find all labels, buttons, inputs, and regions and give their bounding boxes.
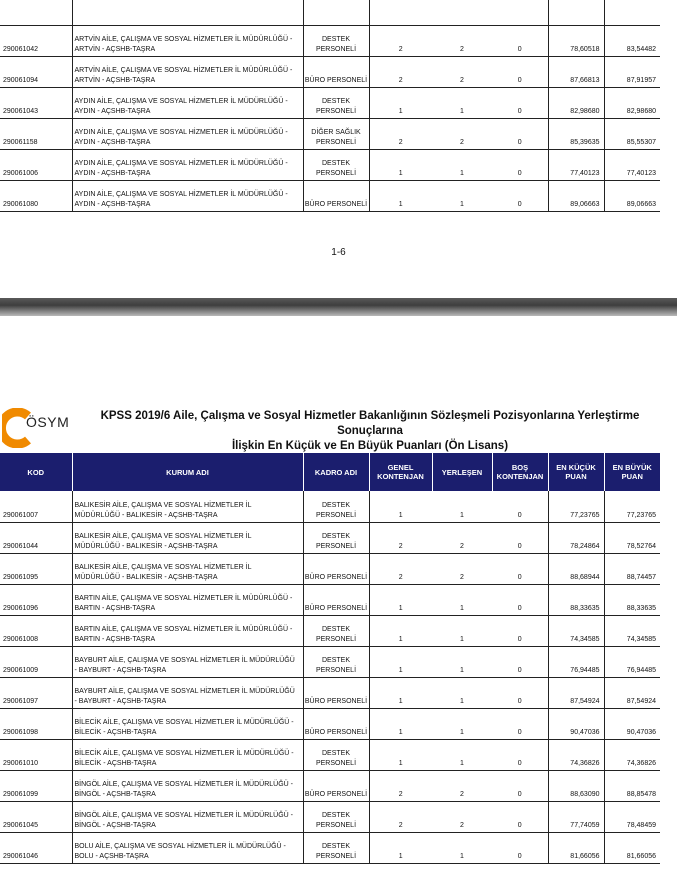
genel-kontenjan-cell: 1 [369, 491, 432, 522]
header-en-buyuk-puan: EN BÜYÜK PUAN [604, 453, 660, 491]
bos-kontenjan-cell: 0 [492, 832, 548, 863]
table-row [0, 677, 660, 708]
title-line-2: İlişkin En Küçük ve En Büyük Puanları (Ön Lisans) [231, 440, 509, 452]
en-buyuk-puan-cell: 82,98680 [604, 87, 660, 118]
kurum-line: BAYBURT AİLE, ÇALIŞMA VE SOSYAL HİZMETLER İL MÜDÜRLÜĞÜ [74, 687, 295, 695]
kadro-line: DİĞER SAĞLIK [311, 128, 361, 136]
kadro-cell [303, 832, 369, 863]
kadro-line: DESTEK [321, 97, 350, 105]
en-kucuk-puan-cell: 87,66813 [548, 56, 604, 87]
yerlesen-cell: 2 [432, 25, 492, 56]
en-kucuk-puan-cell: 89,06663 [548, 180, 604, 211]
yerlesen-cell: 2 [432, 118, 492, 149]
header-en-kucuk-puan: EN KÜÇÜK PUAN [548, 453, 604, 491]
genel-kontenjan-cell: 1 [369, 149, 432, 180]
yerlesen-cell: 2 [432, 56, 492, 87]
page-number: 1-6 [331, 247, 346, 258]
header-yerlesen: YERLEŞEN [432, 453, 492, 491]
en-kucuk-puan-cell: 78,24864 [548, 522, 604, 553]
kod-cell: 290061007 [0, 491, 72, 522]
kadro-line: PERSONELİ [315, 759, 357, 767]
kurum-cell [72, 118, 303, 149]
kadro-line: PERSONELİ [315, 852, 357, 860]
en-buyuk-puan-cell: 77,23765 [604, 491, 660, 522]
yerlesen-cell: 1 [432, 180, 492, 211]
en-buyuk-puan-cell: 78,48459 [604, 801, 660, 832]
kurum-line: BARTIN AİLE, ÇALIŞMA VE SOSYAL HİZMETLER İL MÜDÜRLÜĞÜ - [74, 625, 293, 633]
kurum-line: MÜDÜRLÜĞÜ - BALIKESİR - AÇSHB-TAŞRA [74, 511, 218, 519]
bos-kontenjan-cell: 0 [492, 522, 548, 553]
kurum-line: ARTVİN AİLE, ÇALIŞMA VE SOSYAL HİZMETLER İL MÜDÜRLÜĞÜ - [74, 35, 293, 43]
kadro-line: DESTEK [321, 749, 350, 757]
bos-kontenjan-cell: 0 [492, 25, 548, 56]
table-row [0, 553, 660, 584]
en-kucuk-puan-cell: 74,36826 [548, 739, 604, 770]
en-buyuk-puan-cell: 90,47036 [604, 708, 660, 739]
kadro-line: PERSONELİ [315, 821, 357, 829]
yerlesen-cell: 1 [432, 615, 492, 646]
kadro-line: BÜRO PERSONELİ [304, 573, 368, 581]
genel-kontenjan-cell: 1 [369, 615, 432, 646]
bos-kontenjan-cell: 0 [492, 87, 548, 118]
kurum-line: BAYBURT AİLE, ÇALIŞMA VE SOSYAL HİZMETLER İL MÜDÜRLÜĞÜ [74, 656, 295, 664]
en-buyuk-puan-cell: 77,40123 [604, 149, 660, 180]
kod-cell: 290061010 [0, 739, 72, 770]
genel-kontenjan-cell: 1 [369, 87, 432, 118]
kod-cell: 290061043 [0, 87, 72, 118]
kurum-line: BOLU AİLE, ÇALIŞMA VE SOSYAL HİZMETLER İL MÜDÜRLÜĞÜ - [74, 842, 286, 850]
kadro-cell [303, 118, 369, 149]
en-kucuk-puan-cell: 77,23765 [548, 491, 604, 522]
table-row [0, 584, 660, 615]
yerlesen-cell: 1 [432, 739, 492, 770]
table-header-row [0, 453, 660, 491]
en-buyuk-puan-cell: 87,91957 [604, 56, 660, 87]
en-kucuk-puan-cell: 81,66056 [548, 832, 604, 863]
yerlesen-cell: 1 [432, 149, 492, 180]
kadro-cell [303, 801, 369, 832]
en-kucuk-puan-cell: 82,98680 [548, 87, 604, 118]
kurum-line: BALIKESİR AİLE, ÇALIŞMA VE SOSYAL HİZMETLER İL [74, 563, 252, 571]
en-buyuk-puan-cell: 81,66056 [604, 832, 660, 863]
kurum-line: AYDIN - AÇSHB-TAŞRA [74, 138, 151, 146]
kurum-cell [72, 87, 303, 118]
table-row [0, 770, 660, 801]
kurum-line: BİLECİK AİLE, ÇALIŞMA VE SOSYAL HİZMETLER İL MÜDÜRLÜĞÜ - [74, 749, 294, 757]
genel-kontenjan-cell: 2 [369, 801, 432, 832]
table-row [0, 708, 660, 739]
table-row [0, 615, 660, 646]
kurum-line: - BAYBURT - AÇSHB-TAŞRA [74, 697, 167, 705]
kurum-line: BOLU - AÇSHB-TAŞRA [74, 852, 149, 860]
kod-cell: 290061158 [0, 118, 72, 149]
kurum-line: AYDIN AİLE, ÇALIŞMA VE SOSYAL HİZMETLER İL MÜDÜRLÜĞÜ - [74, 97, 288, 105]
genel-kontenjan-cell: 2 [369, 553, 432, 584]
header-kod: KOD [0, 453, 72, 491]
table-row [0, 832, 660, 863]
kod-cell: 290061045 [0, 801, 72, 832]
kadro-line: PERSONELİ [315, 45, 357, 53]
header-genel-kontenjan: GENEL KONTENJAN [369, 453, 432, 491]
yerlesen-cell: 2 [432, 553, 492, 584]
en-kucuk-puan-cell: 88,33635 [548, 584, 604, 615]
results-table [0, 453, 660, 864]
en-buyuk-puan-cell: 78,52764 [604, 522, 660, 553]
kadro-line: DESTEK [321, 501, 350, 509]
genel-kontenjan-cell: 2 [369, 770, 432, 801]
header-kurum-adi: KURUM ADI [72, 453, 303, 491]
kod-cell: 290061099 [0, 770, 72, 801]
en-buyuk-puan-cell: 89,06663 [604, 180, 660, 211]
kod-cell: 290061095 [0, 553, 72, 584]
en-kucuk-puan-cell: 77,74059 [548, 801, 604, 832]
en-buyuk-puan-cell: 83,54482 [604, 25, 660, 56]
kadro-line: PERSONELİ [315, 542, 357, 550]
kurum-line: BALIKESİR AİLE, ÇALIŞMA VE SOSYAL HİZMETLER İL [74, 501, 252, 509]
kadro-line: DESTEK [321, 842, 350, 850]
kadro-line: BÜRO PERSONELİ [304, 697, 368, 705]
genel-kontenjan-cell: 1 [369, 708, 432, 739]
en-buyuk-puan-cell: 88,74457 [604, 553, 660, 584]
kurum-line: BİLECİK AİLE, ÇALIŞMA VE SOSYAL HİZMETLER İL MÜDÜRLÜĞÜ - [74, 718, 294, 726]
table-row [0, 801, 660, 832]
kurum-line: BİNGÖL AİLE, ÇALIŞMA VE SOSYAL HİZMETLER İL MÜDÜRLÜĞÜ - [74, 811, 293, 819]
yerlesen-cell: 1 [432, 491, 492, 522]
bos-kontenjan-cell: 0 [492, 677, 548, 708]
kadro-cell [303, 522, 369, 553]
kadro-cell [303, 149, 369, 180]
bos-kontenjan-cell: 0 [492, 646, 548, 677]
kurum-line: AYDIN AİLE, ÇALIŞMA VE SOSYAL HİZMETLER İL MÜDÜRLÜĞÜ - [74, 159, 288, 167]
kurum-cell [72, 677, 303, 708]
kadro-cell [303, 677, 369, 708]
table-row [0, 491, 660, 522]
bos-kontenjan-cell: 0 [492, 491, 548, 522]
kadro-line: PERSONELİ [315, 511, 357, 519]
genel-kontenjan-cell: 2 [369, 25, 432, 56]
bos-kontenjan-cell: 0 [492, 770, 548, 801]
kod-cell: 290061098 [0, 708, 72, 739]
kod-cell: 290061080 [0, 180, 72, 211]
yerlesen-cell: 1 [432, 677, 492, 708]
kod-cell: 290061009 [0, 646, 72, 677]
genel-kontenjan-cell: 2 [369, 522, 432, 553]
kadro-cell [303, 553, 369, 584]
osym-logo-text: ÖSYM [26, 414, 70, 430]
kod-cell: 290061046 [0, 832, 72, 863]
kadro-line: PERSONELİ [315, 169, 357, 177]
kadro-line: PERSONELİ [315, 635, 357, 643]
bos-kontenjan-cell: 0 [492, 708, 548, 739]
bos-kontenjan-cell: 0 [492, 584, 548, 615]
bos-kontenjan-cell: 0 [492, 801, 548, 832]
kurum-line: AYDIN - AÇSHB-TAŞRA [74, 200, 151, 208]
bos-kontenjan-cell: 0 [492, 739, 548, 770]
kadro-line: PERSONELİ [315, 138, 357, 146]
kurum-line: BARTIN - AÇSHB-TAŞRA [74, 604, 156, 612]
kurum-line: BİLECİK - AÇSHB-TAŞRA [74, 728, 157, 736]
kurum-line: BİLECİK - AÇSHB-TAŞRA [74, 759, 157, 767]
kurum-cell [72, 522, 303, 553]
kadro-line: BÜRO PERSONELİ [304, 200, 368, 208]
table-row [0, 87, 660, 118]
yerlesen-cell: 2 [432, 801, 492, 832]
genel-kontenjan-cell: 1 [369, 584, 432, 615]
en-kucuk-puan-cell: 76,94485 [548, 646, 604, 677]
kurum-line: BİNGÖL - AÇSHB-TAŞRA [74, 790, 156, 798]
en-buyuk-puan-cell: 88,33635 [604, 584, 660, 615]
kurum-line: BARTIN AİLE, ÇALIŞMA VE SOSYAL HİZMETLER İL MÜDÜRLÜĞÜ - [74, 594, 293, 602]
kadro-line: DESTEK [321, 159, 350, 167]
kadro-line: BÜRO PERSONELİ [304, 728, 368, 736]
en-buyuk-puan-cell: 88,85478 [604, 770, 660, 801]
kadro-line: DESTEK [321, 625, 350, 633]
bos-kontenjan-cell: 0 [492, 118, 548, 149]
kurum-cell [72, 491, 303, 522]
kurum-cell [72, 56, 303, 87]
kadro-cell [303, 25, 369, 56]
table-row [0, 149, 660, 180]
kadro-line: BÜRO PERSONELİ [304, 76, 368, 84]
header-bos-kontenjan: BOŞ KONTENJAN [492, 453, 548, 491]
kurum-cell [72, 553, 303, 584]
kadro-cell [303, 584, 369, 615]
yerlesen-cell: 1 [432, 832, 492, 863]
table-row [0, 180, 660, 211]
kod-cell: 290061006 [0, 149, 72, 180]
kadro-cell [303, 770, 369, 801]
kurum-cell [72, 770, 303, 801]
kurum-cell [72, 615, 303, 646]
kurum-line: BARTIN - AÇSHB-TAŞRA [74, 635, 156, 643]
bos-kontenjan-cell: 0 [492, 180, 548, 211]
bos-kontenjan-cell: 0 [492, 149, 548, 180]
genel-kontenjan-cell: 2 [369, 56, 432, 87]
genel-kontenjan-cell: 1 [369, 832, 432, 863]
kadro-line: PERSONELİ [315, 666, 357, 674]
kurum-cell [72, 584, 303, 615]
kadro-cell [303, 87, 369, 118]
genel-kontenjan-cell: 1 [369, 739, 432, 770]
en-kucuk-puan-cell: 88,63090 [548, 770, 604, 801]
en-kucuk-puan-cell: 85,39635 [548, 118, 604, 149]
yerlesen-cell: 2 [432, 770, 492, 801]
en-kucuk-puan-cell: 90,47036 [548, 708, 604, 739]
genel-kontenjan-cell: 2 [369, 118, 432, 149]
kurum-line: AYDIN - AÇSHB-TAŞRA [74, 107, 151, 115]
kadro-line: DESTEK [321, 35, 350, 43]
genel-kontenjan-cell: 1 [369, 180, 432, 211]
genel-kontenjan-cell: 1 [369, 677, 432, 708]
pdf-page-current [0, 316, 677, 871]
en-buyuk-puan-cell: 76,94485 [604, 646, 660, 677]
en-buyuk-puan-cell: 85,55307 [604, 118, 660, 149]
en-buyuk-puan-cell: 74,34585 [604, 615, 660, 646]
kurum-line: ARTVİN AİLE, ÇALIŞMA VE SOSYAL HİZMETLER İL MÜDÜRLÜĞÜ - [74, 66, 293, 74]
table-row [0, 522, 660, 553]
kurum-line: MÜDÜRLÜĞÜ - BALIKESİR - AÇSHB-TAŞRA [74, 542, 218, 550]
title-line-1: KPSS 2019/6 Aile, Çalışma ve Sosyal Hizmetler Bakanlığının Sözleşmeli Pozisyonlarına Yerleştirme Sonuçlarına [100, 410, 640, 437]
bos-kontenjan-cell: 0 [492, 56, 548, 87]
kurum-line: BALIKESİR AİLE, ÇALIŞMA VE SOSYAL HİZMETLER İL [74, 532, 252, 540]
table-row [0, 118, 660, 149]
kurum-cell [72, 832, 303, 863]
en-kucuk-puan-cell: 74,34585 [548, 615, 604, 646]
kurum-cell [72, 739, 303, 770]
kurum-line: ARTVİN - AÇSHB-TAŞRA [74, 45, 156, 53]
kurum-line: AYDIN AİLE, ÇALIŞMA VE SOSYAL HİZMETLER İL MÜDÜRLÜĞÜ - [74, 128, 288, 136]
kadro-line: DESTEK [321, 532, 350, 540]
kod-cell: 290061096 [0, 584, 72, 615]
kadro-cell [303, 615, 369, 646]
kadro-cell [303, 708, 369, 739]
kadro-cell [303, 56, 369, 87]
en-kucuk-puan-cell: 87,54924 [548, 677, 604, 708]
genel-kontenjan-cell: 1 [369, 646, 432, 677]
en-kucuk-puan-cell: 88,68944 [548, 553, 604, 584]
table-row [0, 56, 660, 87]
kadro-line: DESTEK [321, 656, 350, 664]
kadro-line: PERSONELİ [315, 107, 357, 115]
kadro-cell [303, 646, 369, 677]
yerlesen-cell: 1 [432, 708, 492, 739]
kod-cell: 290061097 [0, 677, 72, 708]
table-row [0, 25, 660, 56]
kadro-cell [303, 180, 369, 211]
results-table-continued [0, 0, 660, 212]
kurum-line: - BAYBURT - AÇSHB-TAŞRA [74, 666, 167, 674]
en-buyuk-puan-cell: 74,36826 [604, 739, 660, 770]
kurum-cell [72, 149, 303, 180]
page-separator [0, 298, 677, 316]
kadro-line: BÜRO PERSONELİ [304, 790, 368, 798]
kadro-cell [303, 739, 369, 770]
kod-cell: 290061042 [0, 25, 72, 56]
yerlesen-cell: 2 [432, 522, 492, 553]
kod-cell: 290061094 [0, 56, 72, 87]
kurum-cell [72, 646, 303, 677]
kurum-line: AYDIN AİLE, ÇALIŞMA VE SOSYAL HİZMETLER İL MÜDÜRLÜĞÜ - [74, 190, 288, 198]
kurum-line: MÜDÜRLÜĞÜ - BALIKESİR - AÇSHB-TAŞRA [74, 573, 218, 581]
kod-cell: 290061008 [0, 615, 72, 646]
pdf-page-previous [0, 0, 677, 298]
yerlesen-cell: 1 [432, 87, 492, 118]
en-kucuk-puan-cell: 78,60518 [548, 25, 604, 56]
kadro-line: BÜRO PERSONELİ [304, 604, 368, 612]
kurum-cell [72, 25, 303, 56]
kurum-cell [72, 708, 303, 739]
kod-cell: 290061044 [0, 522, 72, 553]
bos-kontenjan-cell: 0 [492, 553, 548, 584]
en-kucuk-puan-cell: 77,40123 [548, 149, 604, 180]
header-kadro-adi: KADRO ADI [303, 453, 369, 491]
document-title [70, 409, 670, 454]
bos-kontenjan-cell: 0 [492, 615, 548, 646]
table-row-partial [0, 0, 660, 25]
kurum-line: BİNGÖL - AÇSHB-TAŞRA [74, 821, 156, 829]
kadro-line: DESTEK [321, 811, 350, 819]
en-buyuk-puan-cell: 87,54924 [604, 677, 660, 708]
kurum-cell [72, 180, 303, 211]
kurum-line: AYDIN - AÇSHB-TAŞRA [74, 169, 151, 177]
kurum-cell [72, 801, 303, 832]
table-row [0, 739, 660, 770]
kadro-cell [303, 491, 369, 522]
yerlesen-cell: 1 [432, 584, 492, 615]
yerlesen-cell: 1 [432, 646, 492, 677]
table-row [0, 646, 660, 677]
kurum-line: ARTVİN - AÇSHB-TAŞRA [74, 76, 156, 84]
kurum-line: BİNGÖL AİLE, ÇALIŞMA VE SOSYAL HİZMETLER İL MÜDÜRLÜĞÜ - [74, 780, 293, 788]
